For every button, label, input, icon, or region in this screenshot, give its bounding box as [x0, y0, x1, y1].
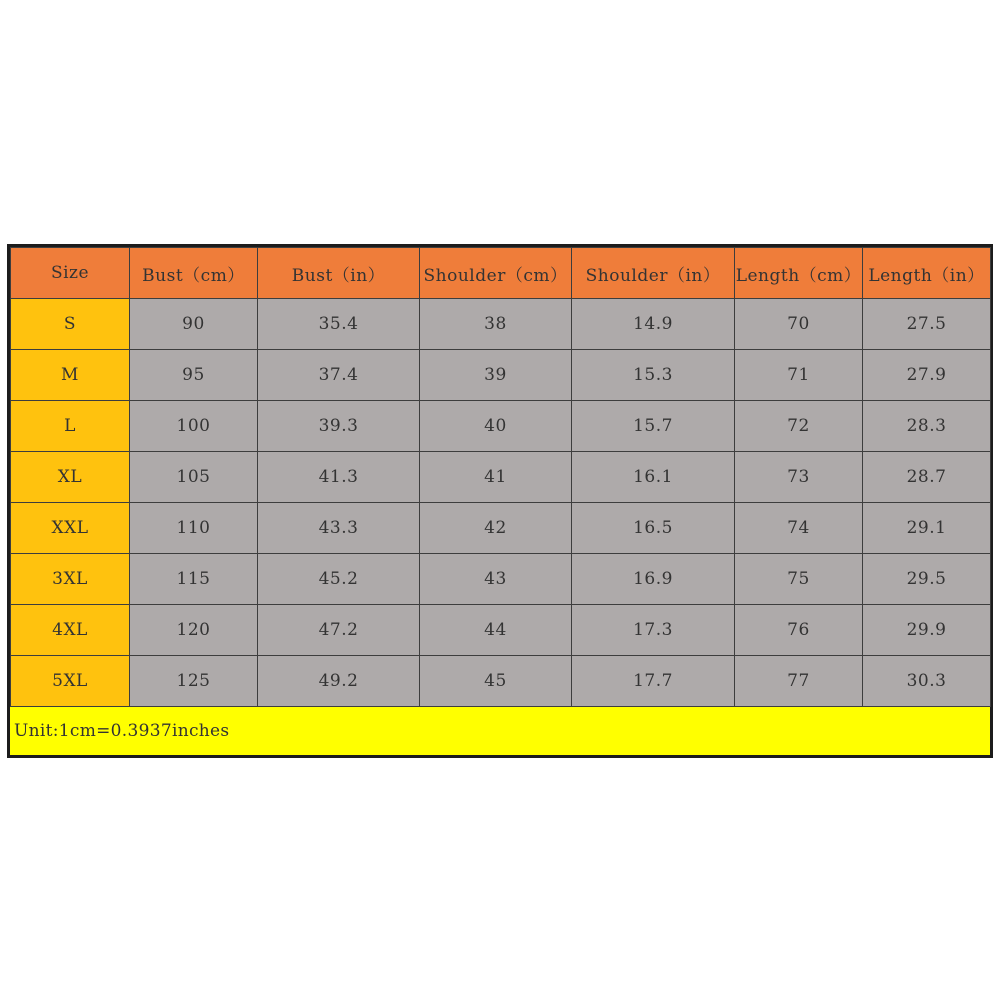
shoulder-cm-cell: 45 — [420, 656, 572, 707]
shoulder-in-cell: 14.9 — [572, 299, 735, 350]
bust-in-cell: 47.2 — [258, 605, 420, 656]
shoulder-in-cell: 17.7 — [572, 656, 735, 707]
header-length-cm: Length（cm） — [735, 248, 863, 299]
shoulder-cm-cell: 38 — [420, 299, 572, 350]
table-row — [11, 656, 991, 707]
size-label: XXL — [11, 503, 130, 554]
header-bust-in: Bust（in） — [258, 248, 420, 299]
length-cm-cell: 71 — [735, 350, 863, 401]
length-cm-cell: 72 — [735, 401, 863, 452]
size-table — [10, 247, 991, 707]
bust-cm-cell: 120 — [130, 605, 258, 656]
header-shoulder-cm: Shoulder（cm） — [420, 248, 572, 299]
shoulder-in-cell: 15.7 — [572, 401, 735, 452]
bust-cm-cell: 115 — [130, 554, 258, 605]
length-cm-cell: 75 — [735, 554, 863, 605]
table-row — [11, 554, 991, 605]
bust-cm-cell: 95 — [130, 350, 258, 401]
size-label: S — [11, 299, 130, 350]
shoulder-cm-cell: 39 — [420, 350, 572, 401]
length-in-cell: 29.1 — [863, 503, 991, 554]
table-row — [11, 401, 991, 452]
shoulder-in-cell: 16.9 — [572, 554, 735, 605]
length-cm-cell: 73 — [735, 452, 863, 503]
header-size: Size — [11, 248, 130, 299]
shoulder-in-cell: 15.3 — [572, 350, 735, 401]
shoulder-cm-cell: 44 — [420, 605, 572, 656]
length-cm-cell: 74 — [735, 503, 863, 554]
bust-in-cell: 45.2 — [258, 554, 420, 605]
size-label: 5XL — [11, 656, 130, 707]
length-cm-cell: 70 — [735, 299, 863, 350]
bust-in-cell: 41.3 — [258, 452, 420, 503]
header-bust-cm: Bust（cm） — [130, 248, 258, 299]
bust-cm-cell: 110 — [130, 503, 258, 554]
bust-in-cell: 35.4 — [258, 299, 420, 350]
table-row — [11, 503, 991, 554]
size-label: 4XL — [11, 605, 130, 656]
shoulder-cm-cell: 40 — [420, 401, 572, 452]
size-label: XL — [11, 452, 130, 503]
length-in-cell: 27.9 — [863, 350, 991, 401]
length-in-cell: 29.5 — [863, 554, 991, 605]
unit-note: Unit:1cm=0.3937inches — [10, 706, 990, 755]
length-cm-cell: 76 — [735, 605, 863, 656]
size-label: L — [11, 401, 130, 452]
length-in-cell: 28.3 — [863, 401, 991, 452]
bust-in-cell: 39.3 — [258, 401, 420, 452]
bust-cm-cell: 125 — [130, 656, 258, 707]
bust-in-cell: 43.3 — [258, 503, 420, 554]
header-row — [11, 248, 991, 299]
bust-in-cell: 49.2 — [258, 656, 420, 707]
size-label: M — [11, 350, 130, 401]
length-in-cell: 28.7 — [863, 452, 991, 503]
length-cm-cell: 77 — [735, 656, 863, 707]
bust-cm-cell: 90 — [130, 299, 258, 350]
shoulder-in-cell: 16.1 — [572, 452, 735, 503]
length-in-cell: 30.3 — [863, 656, 991, 707]
table-row — [11, 605, 991, 656]
shoulder-in-cell: 17.3 — [572, 605, 735, 656]
size-chart — [7, 244, 993, 758]
bust-in-cell: 37.4 — [258, 350, 420, 401]
length-in-cell: 27.5 — [863, 299, 991, 350]
header-length-in: Length（in） — [863, 248, 991, 299]
table-row — [11, 452, 991, 503]
length-in-cell: 29.9 — [863, 605, 991, 656]
table-row — [11, 350, 991, 401]
shoulder-in-cell: 16.5 — [572, 503, 735, 554]
shoulder-cm-cell: 42 — [420, 503, 572, 554]
table-row — [11, 299, 991, 350]
bust-cm-cell: 105 — [130, 452, 258, 503]
header-shoulder-in: Shoulder（in） — [572, 248, 735, 299]
size-label: 3XL — [11, 554, 130, 605]
shoulder-cm-cell: 43 — [420, 554, 572, 605]
shoulder-cm-cell: 41 — [420, 452, 572, 503]
bust-cm-cell: 100 — [130, 401, 258, 452]
